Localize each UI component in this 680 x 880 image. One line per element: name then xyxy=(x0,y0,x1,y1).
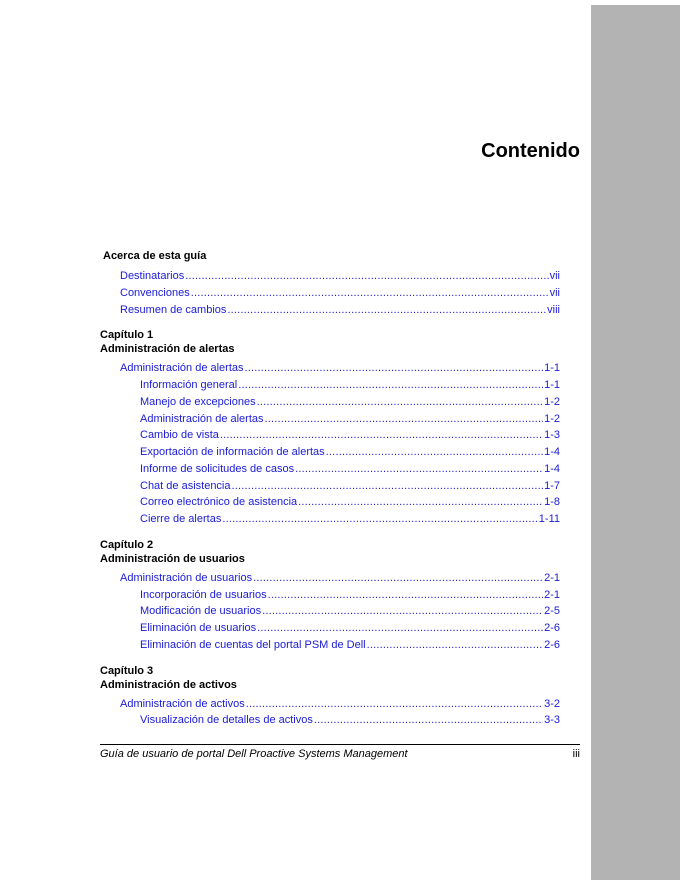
chapter-title: Administración de activos xyxy=(100,678,237,691)
side-margin-bar xyxy=(591,5,680,880)
chapter-number: Capítulo 1 xyxy=(100,329,154,342)
toc-entry-page: 1-3 xyxy=(544,429,560,442)
dot-leader xyxy=(222,511,537,528)
dot-leader xyxy=(298,494,543,511)
toc-entry-resumen-de-cambios[interactable] xyxy=(100,302,560,319)
toc-entry[interactable] xyxy=(100,494,560,511)
toc-entry-page: 3-3 xyxy=(544,714,560,727)
toc-entry-page: 1-4 xyxy=(544,446,560,458)
dot-leader xyxy=(245,360,544,377)
toc-entry-label: Visualización de detalles de activos xyxy=(140,714,313,727)
toc-entry[interactable] xyxy=(100,570,560,587)
toc-entry[interactable] xyxy=(100,444,560,461)
dot-leader xyxy=(185,268,548,285)
dot-leader xyxy=(265,411,544,428)
toc-entry-page: vii xyxy=(549,270,560,282)
dot-leader xyxy=(253,570,543,587)
toc-entry-page: 1-8 xyxy=(544,496,560,509)
toc-entry-page: 1-11 xyxy=(538,513,560,525)
footer-document-title: Guía de usuario de portal Dell Proactive Systems Management xyxy=(100,748,408,760)
toc-entry[interactable] xyxy=(100,478,560,495)
page-footer xyxy=(100,744,580,760)
chapter-title: Administración de usuarios xyxy=(100,552,245,565)
toc-section-chapter-1 xyxy=(100,328,560,528)
toc-entry-destinatarios[interactable] xyxy=(100,268,560,285)
toc-entry-label: Administración de alertas xyxy=(120,362,244,375)
dot-leader xyxy=(326,444,543,461)
toc-entry[interactable] xyxy=(100,603,560,620)
toc-entry-page: vii xyxy=(549,286,560,299)
toc-entry-label: Manejo de excepciones xyxy=(140,395,256,408)
toc-section-chapter-2 xyxy=(100,538,560,654)
toc-entry[interactable] xyxy=(100,712,560,729)
footer-page-number: iii xyxy=(572,748,580,760)
toc-entry-page: 1-4 xyxy=(544,462,560,475)
toc-entry-label: Administración de activos xyxy=(120,697,245,710)
toc-entry[interactable] xyxy=(100,360,560,377)
dot-leader xyxy=(227,302,546,319)
toc-entry-label: Resumen de cambios xyxy=(120,303,227,316)
toc-entry-label: Cambio de vista xyxy=(140,429,219,442)
toc-entry-label: Correo electrónico de asistencia xyxy=(140,496,298,509)
dot-leader xyxy=(257,620,543,637)
toc-entry[interactable] xyxy=(100,696,560,713)
toc-entry[interactable] xyxy=(100,511,560,528)
toc-entry[interactable] xyxy=(100,394,560,411)
dot-leader xyxy=(295,461,543,478)
table-of-contents xyxy=(100,249,560,739)
toc-entry-label: Exportación de información de alertas xyxy=(140,446,325,458)
toc-entry[interactable] xyxy=(100,587,560,604)
toc-entry-page: viii xyxy=(547,303,560,316)
dot-leader xyxy=(246,696,543,713)
dot-leader xyxy=(238,377,543,394)
toc-entry[interactable] xyxy=(100,377,560,394)
toc-entry-page: 1-2 xyxy=(544,412,560,425)
toc-entry-label: Administración de usuarios xyxy=(120,571,253,584)
dot-leader xyxy=(257,394,544,411)
toc-section-about xyxy=(100,249,560,318)
toc-entry-page: 1-1 xyxy=(544,362,560,375)
toc-entry-label: Eliminación de usuarios xyxy=(140,622,257,634)
toc-entry[interactable] xyxy=(100,427,560,444)
toc-entry-page: 1-7 xyxy=(544,479,560,492)
toc-entry-label: Convenciones xyxy=(120,286,190,299)
toc-entry-label: Cierre de alertas xyxy=(140,513,222,525)
section-heading-about: Acerca de esta guía xyxy=(103,250,207,262)
toc-entry[interactable] xyxy=(100,620,560,637)
toc-entry-convenciones[interactable] xyxy=(100,285,560,302)
toc-entry-label: Informe de solicitudes de casos xyxy=(140,462,295,475)
dot-leader xyxy=(367,637,543,654)
chapter-number: Capítulo 3 xyxy=(100,664,154,677)
dot-leader xyxy=(314,712,543,729)
toc-entry[interactable] xyxy=(100,461,560,478)
toc-entry-label: Destinatarios xyxy=(120,270,185,282)
toc-entry-label: Incorporación de usuarios xyxy=(140,588,267,601)
toc-section-chapter-3 xyxy=(100,664,560,730)
toc-entry-label: Modificación de usuarios xyxy=(140,605,262,618)
toc-entry[interactable] xyxy=(100,637,560,654)
dot-leader xyxy=(268,587,544,604)
toc-entry-page: 2-6 xyxy=(544,638,560,651)
toc-entry-page: 1-2 xyxy=(544,395,560,408)
toc-entry-page: 1-1 xyxy=(544,379,560,391)
toc-entry-page: 2-1 xyxy=(544,588,560,601)
chapter-title: Administración de alertas xyxy=(100,343,235,356)
dot-leader xyxy=(220,427,543,444)
toc-entry-label: Eliminación de cuentas del portal PSM de Dell xyxy=(140,638,366,651)
dot-leader xyxy=(262,603,543,620)
dot-leader xyxy=(191,285,549,302)
chapter-number: Capítulo 2 xyxy=(100,538,154,551)
toc-entry-label: Información general xyxy=(140,379,238,391)
toc-entry-page: 3-2 xyxy=(544,697,560,710)
toc-entry-label: Chat de asistencia xyxy=(140,479,231,492)
toc-entry[interactable] xyxy=(100,411,560,428)
page-title: Contenido xyxy=(481,140,580,162)
toc-entry-page: 2-1 xyxy=(544,571,560,584)
toc-entry-page: 2-5 xyxy=(544,605,560,618)
toc-entry-label: Administración de alertas xyxy=(140,412,264,425)
toc-entry-page: 2-6 xyxy=(544,622,560,634)
dot-leader xyxy=(232,478,544,495)
